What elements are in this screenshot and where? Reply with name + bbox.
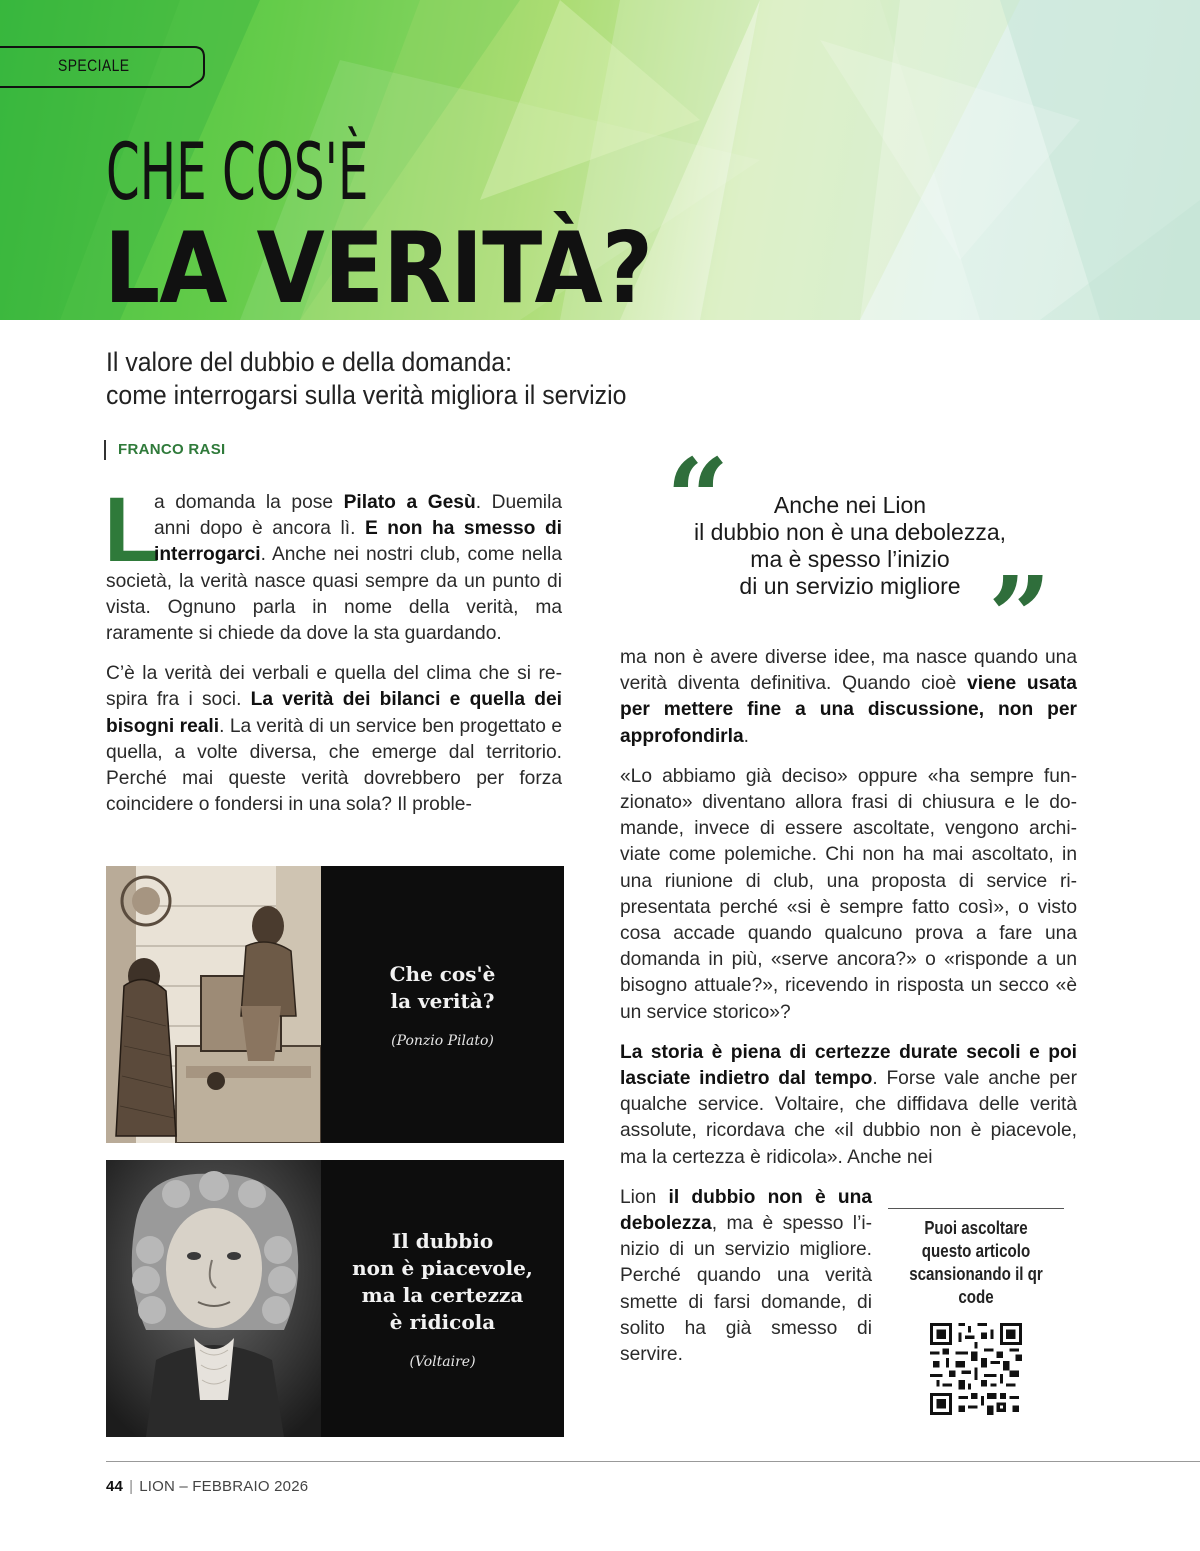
- engraving-pilate-jesus-image: [106, 866, 321, 1143]
- paragraph-4: «Lo abbiamo già deciso» oppure «ha sempre funzionato» diventano allora frasi di chiusura e le domande, invece di essere ascoltate, vengono archiviate come polemiche. Chi non ha mai ascoltato, in una riunione di club, una proposta di service ripresentata perché «si è sempre fatto così», o visto cosa accade quando qualcuno prova a fare una domanda in più, «serve ancora?» o «risponde a un bisogno attuale?», ricevendo in risposta un secco «è un service storico»?: [620, 765, 1077, 1023]
- paragraph-2: C’è la verità dei verbali e quella del clima che si respira fra i soci. La verità dei bilanci e quella dei bisogni reali. La verità di un service ben progettato e quella, a volte diversa, che emerge dal territorio. Perché mai queste verità dovrebbero per forza coincidere o fondersi in una sola? Il proble-: [106, 663, 562, 816]
- card-author: (Ponzio Pilato): [391, 1032, 494, 1049]
- article-column-left: [104, 479, 563, 832]
- card-quote: Il dubbio non è piacevole, ma la certezza è ridicola: [352, 1228, 533, 1334]
- title-line-1: CHE COS'È: [106, 128, 369, 218]
- quote-card-text: [321, 1160, 564, 1437]
- pull-quote: [666, 434, 1052, 681]
- drop-cap: L: [104, 479, 161, 581]
- close-quote-icon: ”: [988, 552, 1052, 681]
- pull-quote-text: Anche nei Lion il dubbio non è una debolezza, ma è spesso l’inizio di un servizio migliore: [693, 492, 1007, 599]
- publication-name: LION – FEBBRAIO 2026: [139, 1478, 309, 1495]
- card-author: (Voltaire): [409, 1353, 476, 1370]
- footer-separator: |: [129, 1478, 134, 1495]
- section-tag: [0, 46, 206, 88]
- author-byline: FRANCO RASI: [104, 440, 225, 460]
- section-label: SPECIALE: [58, 56, 130, 75]
- quote-card-voltaire: [106, 1160, 564, 1437]
- portrait-voltaire-image: [106, 1160, 321, 1437]
- quote-card-text: [321, 866, 564, 1143]
- header-banner: [0, 0, 1200, 320]
- qr-code-icon[interactable]: [930, 1323, 1022, 1415]
- page-footer: [106, 1478, 308, 1495]
- paragraph-5: La storia è piena di certezze durate secoli e poi lasciate indietro dal tempo. Forse vale anche per qualche service. Voltaire, che diffidava delle verità assolute, ricordava che «il dubbio non è piacevole, ma la certezza è ridicola». Anche nei: [620, 1041, 1077, 1168]
- paragraph-6: Lion il dubbio non è una debolezza, ma è spesso l’inizio di un servizio migliore. Perché quando una verità smette di farsi domande, di solito ha già smesso di servire.: [620, 1186, 872, 1366]
- footer-divider: [106, 1461, 1200, 1462]
- subtitle-line-2: come interrogarsi sulla verità migliora il servizio: [106, 380, 627, 410]
- card-quote: Che cos'è la verità?: [389, 961, 496, 1013]
- open-quote-icon: “: [666, 434, 730, 563]
- quote-card-pilate: [106, 866, 564, 1143]
- subtitle-line-1: Il valore del dubbio e della domanda:: [106, 347, 513, 377]
- article-subtitle: [106, 346, 934, 412]
- paragraph-3: ma non è avere diverse idee, ma nasce quando una verità diventa definitiva. Quando cioè viene usata per mettere fine a una discussione, non per approfondirla.: [620, 647, 1077, 747]
- page-number: 44: [106, 1478, 124, 1495]
- qr-box: [888, 1208, 1064, 1420]
- qr-caption: Puoi ascoltare questo articolo scansionando il qr code: [909, 1218, 1043, 1307]
- title-line-2: LA VERITÀ?: [104, 212, 653, 320]
- paragraph-1: L a domanda la pose Pilato a Gesù. Duemila anni dopo è ancora lì. E non ha smesso di interrogarci. Anche nei nostri club, come nella società, la verità nasce quasi sempre da un punto di vista. Ognuno parla in nome della verità, ma raramente si chiede da dove la sta guardando.: [104, 479, 563, 645]
